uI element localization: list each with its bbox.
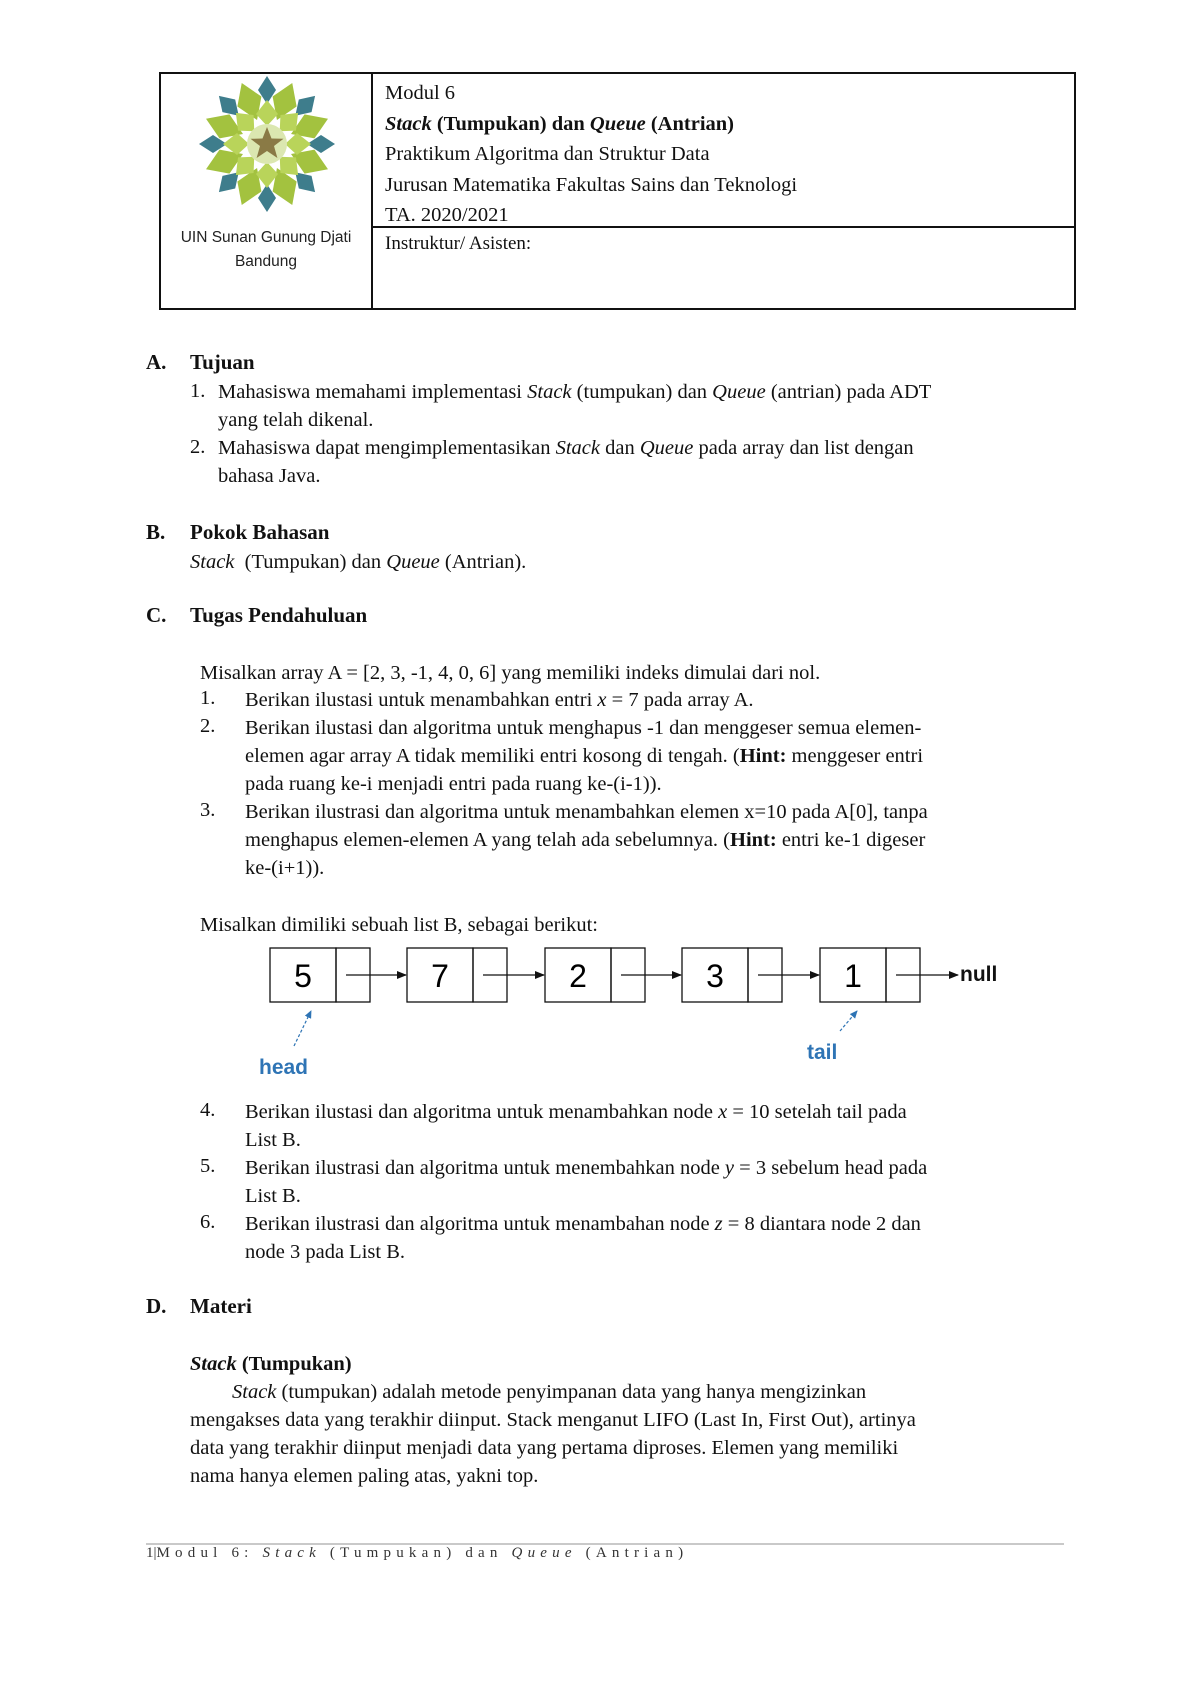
- tail-pointer-arrow: [840, 1011, 857, 1031]
- list-number: 5.: [200, 1155, 216, 1177]
- array-intro: Misalkan array A = [2, 3, -1, 4, 0, 6] yang memiliki indeks dimulai dari nol.: [200, 662, 821, 684]
- list-number: 2.: [200, 715, 216, 737]
- head-label: head: [259, 1056, 309, 1079]
- section-b-text: Stack (Tumpukan) dan Queue (Antrian).: [190, 551, 527, 573]
- stack-subheading: Stack (Tumpukan): [190, 1353, 352, 1375]
- list-number: 6.: [200, 1211, 216, 1233]
- module-title: Stack (Tumpukan) dan Queue (Antrian): [385, 112, 734, 135]
- list-intro: Misalkan dimiliki sebuah list B, sebagai berikut:: [200, 914, 598, 936]
- stack-paragraph-line2: mengakses data yang terakhir diinput. Stack menganut LIFO (Last In, First Out), artinya: [190, 1409, 916, 1431]
- node-value: 1: [844, 958, 862, 994]
- page-footer: 1|Modul 6: Stack (Tumpukan) dan Queue (Antrian): [146, 1545, 689, 1561]
- task-3: Berikan ilustrasi dan algoritma untuk menambahkan elemen x=10 pada A[0], tanpa: [245, 801, 928, 823]
- list-number: 2.: [190, 436, 206, 458]
- list-number: 1.: [190, 380, 206, 402]
- task-5: Berikan ilustrasi dan algoritma untuk menembahkan node y = 3 sebelum head pada: [245, 1157, 928, 1179]
- task-2-cont: pada ruang ke-i menjadi entri pada ruang ke-(i-1)).: [245, 773, 662, 795]
- task-3-cont: ke-(i+1)).: [245, 857, 325, 879]
- list-node: [545, 948, 681, 1002]
- list-node: [270, 948, 406, 1002]
- node-value: 2: [569, 958, 587, 994]
- instructor-label: Instruktur/ Asisten:: [385, 233, 532, 254]
- task-2-cont: elemen agar array A tidak memiliki entri kosong di tengah. (Hint: menggeser entri: [245, 745, 924, 767]
- stack-paragraph-line1: Stack (tumpukan) adalah metode penyimpanan data yang hanya mengizinkan: [232, 1381, 867, 1403]
- stack-paragraph-line4: nama hanya elemen paling atas, yakni top.: [190, 1465, 539, 1487]
- section-d-heading: D. Materi: [146, 1294, 252, 1318]
- task-6: Berikan ilustrasi dan algoritma untuk menambahan node z = 8 diantara node 2 dan: [245, 1213, 921, 1235]
- list-number: 4.: [200, 1099, 216, 1121]
- task-5-cont: List B.: [245, 1185, 301, 1207]
- head-pointer-arrow: [294, 1011, 311, 1046]
- department-name: Jurusan Matematika Fakultas Sains dan Teknologi: [385, 173, 798, 196]
- node-value: 5: [294, 958, 312, 994]
- task-2: Berikan ilustasi dan algoritma untuk menghapus -1 dan menggeser semua elemen-: [245, 717, 922, 739]
- null-label: null: [960, 963, 998, 986]
- stack-paragraph-line3: data yang terakhir diinput menjadi data yang pertama diproses. Elemen yang memiliki: [190, 1437, 899, 1459]
- objective-1: Mahasiswa memahami implementasi Stack (tumpukan) dan Queue (antrian) pada ADT: [218, 381, 932, 403]
- task-1: Berikan ilustasi untuk menambahkan entri x = 7 pada array A.: [245, 689, 754, 711]
- objective-2-cont: bahasa Java.: [218, 465, 321, 487]
- course-name: Praktikum Algoritma dan Struktur Data: [385, 143, 710, 165]
- node-value: 7: [431, 958, 449, 994]
- section-c-heading: C. Tugas Pendahuluan: [146, 603, 368, 627]
- task-6-cont: node 3 pada List B.: [245, 1241, 405, 1263]
- tail-label: tail: [807, 1041, 838, 1064]
- list-node: [682, 948, 819, 1002]
- module-number: Modul 6: [385, 82, 456, 104]
- list-number: 1.: [200, 687, 216, 709]
- task-3-cont: menghapus elemen-elemen A yang telah ada sebelumnya. (Hint: entri ke-1 digeser: [245, 829, 926, 851]
- list-node: [820, 948, 958, 1002]
- academic-year: TA. 2020/2021: [385, 204, 509, 226]
- page-number: 1: [146, 1545, 154, 1561]
- section-b-heading: B. Pokok Bahasan: [146, 520, 330, 544]
- section-a-heading: A. Tujuan: [146, 350, 255, 374]
- list-number: 3.: [200, 799, 216, 821]
- list-node: [407, 948, 544, 1002]
- task-4-cont: List B.: [245, 1129, 301, 1151]
- task-4: Berikan ilustasi dan algoritma untuk menambahkan node x = 10 setelah tail pada: [245, 1101, 907, 1123]
- objective-2: Mahasiswa dapat mengimplementasikan Stack dan Queue pada array dan list dengan: [218, 437, 914, 459]
- objective-1-cont: yang telah dikenal.: [218, 409, 374, 431]
- institution-name: UIN Sunan Gunung Djati Bandung: [180, 229, 352, 270]
- node-value: 3: [706, 958, 724, 994]
